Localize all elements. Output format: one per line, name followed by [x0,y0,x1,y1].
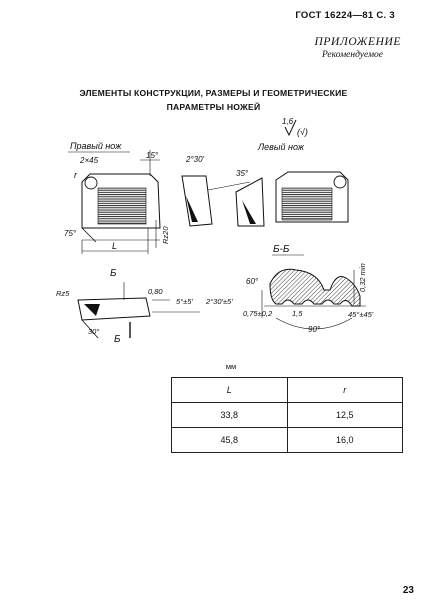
view-label-bottom: Б [114,334,121,345]
table-unit: мм [225,362,237,371]
table-cell: 45,8 [172,428,288,453]
page-number: 23 [402,585,414,596]
length-label: L [112,241,118,251]
angle-35-label: 35° [236,169,249,178]
dim-080-label: 0,80 [148,287,163,296]
right-knife-label: Правый нож [70,141,122,151]
angle-2-30-5-label: 2°30'±5' [206,297,233,306]
left-knife-label: Левый нож [258,142,304,152]
section-label: Б-Б [273,244,290,255]
view-label-top: Б [110,268,117,279]
dim-15-label: 1,5 [292,309,303,318]
table-cell: 12,5 [287,403,403,428]
table-row [172,428,403,453]
dim-032-label: 0,32 min [358,263,367,292]
table-header-row [172,378,403,403]
title-line-2: ПАРАМЕТРЫ НОЖЕЙ [166,102,261,112]
radius-label: r [74,170,77,180]
rz5-label: Rz5 [56,289,70,298]
angle-30-label: 30° [88,327,100,336]
dimensions-table [171,377,403,453]
roughness-suffix: (√) [297,127,308,137]
roughness-value: 1,6 [282,117,294,126]
column-header-l: L [172,378,288,403]
chamfer-label: 2×45 [80,156,99,165]
table-row [172,403,403,428]
column-header-r: r [287,378,403,403]
angle-5-label: 5°±5' [176,297,193,306]
table-cell: 33,8 [172,403,288,428]
table-cell: 16,0 [287,428,403,453]
roughness-symbol [282,117,308,137]
appendix-status: Рекомендуемое [321,50,383,60]
left-knife-view [276,172,348,222]
standard-header: ГОСТ 16224—81 С. 3 [295,10,395,21]
roughness-rz20-label: Rz20 [161,226,170,244]
right-knife-view [82,150,160,254]
title-line-1: ЭЛЕМЕНТЫ КОНСТРУКЦИИ, РАЗМЕРЫ И ГЕОМЕТРИЧЕСКИЕ [79,88,348,98]
section-profile [262,269,366,329]
angle-75-label: 75° [64,229,77,238]
angle-15-label: 15° [146,151,159,160]
middle-profiles [182,176,264,226]
dim-075-label: 0,75±0,2 [243,309,273,318]
appendix-title: ПРИЛОЖЕНИЕ [314,36,401,48]
angle-2-30-label: 2°30' [186,155,205,164]
angle-60-label: 60° [246,277,259,286]
angle-90-label: 90° [308,325,321,334]
angle-45-label: 45°±45' [348,310,374,319]
